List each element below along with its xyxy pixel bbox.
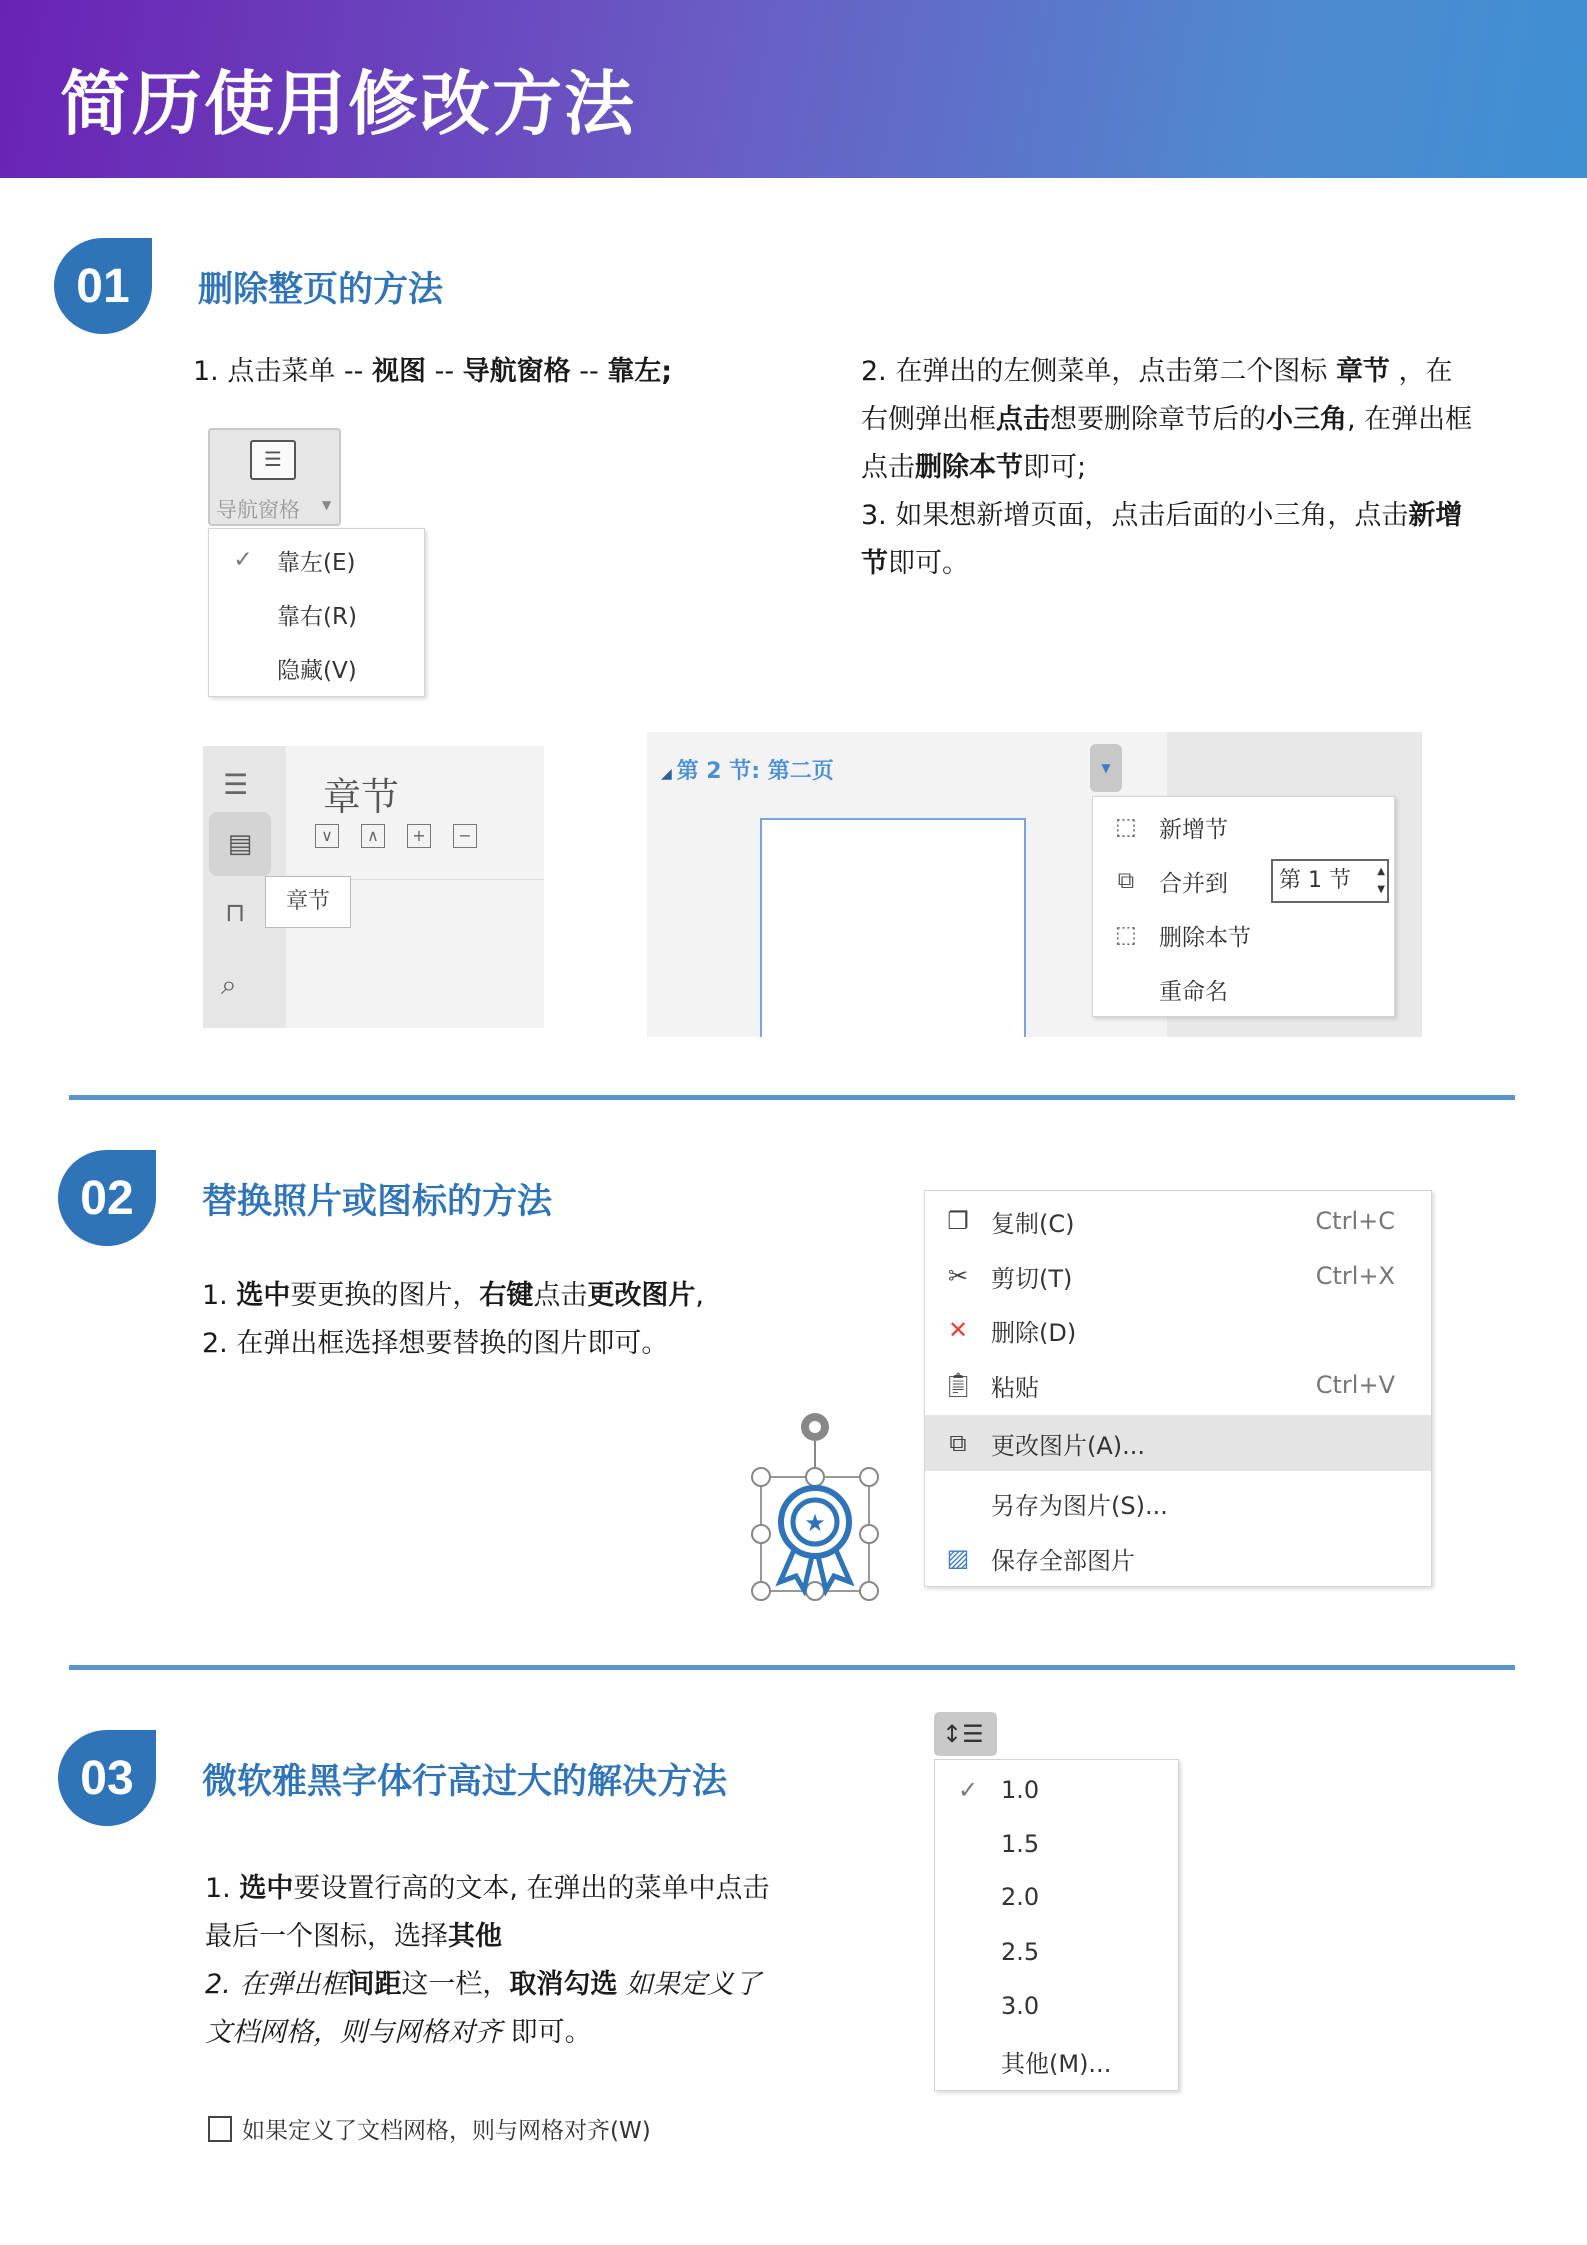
spacing-option-other[interactable]: [935, 2037, 1178, 2085]
plus-icon[interactable]: +: [407, 824, 431, 848]
scissors-icon: ✂: [947, 1262, 969, 1290]
section-label-text: 第 2 节: 第二页: [676, 759, 834, 784]
nav-pane-menu: [208, 528, 425, 697]
search-icon[interactable]: ⌕: [221, 968, 237, 1001]
menu-item-hide[interactable]: [209, 644, 424, 692]
minus-icon[interactable]: −: [453, 824, 477, 848]
option-label: 1.5: [1001, 1830, 1040, 1858]
stepper-value: 第 1 节: [1279, 868, 1351, 893]
menu-item-label: 更改图片(A)...: [991, 1431, 1146, 1460]
menu-item-save-all-pictures[interactable]: [925, 1534, 1431, 1582]
section-heading: 微软雅黑字体行高过大的解决方法: [202, 1762, 728, 1802]
shortcut: Ctrl+X: [1315, 1262, 1395, 1290]
menu-item-label: 合并到: [1159, 870, 1228, 897]
step-text: 1. 选中要设置行高的文本, 在弹出的菜单中点击 最后一个图标，选择其他 2. 在弹出框间距这一栏，取消勾选 如果定义了 文档网格，则与网格对齐 即可。: [205, 1873, 770, 2048]
section-heading: 删除整页的方法: [198, 270, 444, 310]
merge-target-stepper[interactable]: [1271, 859, 1389, 903]
menu-item-left[interactable]: [209, 536, 424, 584]
spacing-option[interactable]: [935, 1766, 1178, 1814]
menu-item-label: 新增节: [1159, 816, 1228, 843]
dropdown-arrow-icon: ▼: [322, 498, 332, 512]
header-banner: [0, 0, 1587, 178]
menu-item-label: 删除(D): [991, 1318, 1077, 1347]
panel-controls: [315, 824, 477, 848]
menu-item-change-picture[interactable]: [925, 1419, 1431, 1467]
checkbox-box[interactable]: [208, 2116, 232, 2142]
delete-x-icon: ✕: [947, 1316, 969, 1344]
change-picture-icon: ⧉: [949, 1429, 967, 1457]
menu-item-label: 复制(C): [991, 1209, 1075, 1238]
section-divider: [69, 1095, 1515, 1100]
menu-item-save-as-picture[interactable]: [925, 1479, 1431, 1527]
menu-item-new-section[interactable]: [1093, 803, 1394, 851]
menu-item-label: 隐藏(V): [277, 657, 357, 684]
chapter-icon[interactable]: ▤: [209, 812, 271, 876]
shortcut: Ctrl+V: [1315, 1371, 1395, 1399]
checkbox-label: 如果定义了文档网格，则与网格对齐(W): [242, 2118, 651, 2144]
menu-item-copy[interactable]: [925, 1197, 1431, 1245]
menu-item-delete[interactable]: [925, 1306, 1431, 1354]
collapse-icon[interactable]: ∧: [361, 824, 385, 848]
menu-item-label: 删除本节: [1159, 924, 1251, 951]
section-dropdown-button[interactable]: ▼: [1090, 744, 1122, 792]
menu-item-delete-section[interactable]: [1093, 911, 1394, 959]
check-icon: ✓: [233, 547, 253, 573]
option-label: 3.0: [1001, 1992, 1040, 2020]
panel-title: 章节: [323, 775, 400, 819]
section-number-badge: 02: [58, 1150, 156, 1246]
spacing-option[interactable]: [935, 1982, 1178, 2030]
line-spacing-menu: [934, 1759, 1179, 2091]
spacing-option[interactable]: [935, 1873, 1178, 1921]
section-menu: [1092, 796, 1395, 1017]
menu-item-label: 靠右(R): [277, 603, 357, 630]
spacing-option[interactable]: [935, 1928, 1178, 1976]
bookmark-icon[interactable]: ⊓: [225, 898, 246, 928]
svg-text:★: ★: [804, 1509, 826, 1537]
step-text: 1. 选中要更换的图片，右键点击更改图片, 2. 在弹出框选择想要替换的图片即可。: [202, 1280, 704, 1359]
option-label: 其他(M)...: [1001, 2049, 1112, 2078]
save-pictures-icon: ▨: [946, 1544, 970, 1572]
section-panel: [647, 732, 1422, 1037]
option-label: 2.0: [1001, 1883, 1040, 1911]
line-spacing-button[interactable]: [934, 1712, 997, 1756]
section-label[interactable]: [661, 754, 834, 785]
outline-icon[interactable]: ☰: [223, 768, 249, 801]
expand-icon[interactable]: ∨: [315, 824, 339, 848]
paste-icon: 📋︎: [942, 1371, 974, 1399]
section-number-badge: 03: [58, 1730, 156, 1826]
tooltip: 章节: [265, 876, 351, 928]
menu-item-right[interactable]: [209, 590, 424, 638]
menu-item-label: 另存为图片(S)...: [991, 1491, 1168, 1520]
nav-pane-button[interactable]: [208, 428, 341, 526]
section-heading: 替换照片或图标的方法: [202, 1182, 553, 1222]
page-thumbnail[interactable]: [760, 818, 1026, 1037]
option-label: 1.0: [1001, 1776, 1040, 1804]
step-text: 1. 点击菜单 -- 视图 -- 导航窗格 -- 靠左;: [193, 356, 673, 387]
step-text: 2. 在弹出的左侧菜单，点击第二个图标 章节 ，在 右侧弹出框点击想要删除章节后的小三角, 在弹出框 点击删除本节即可; 3. 如果想新增页面，点击后面的小三角，点击新增 节即可。: [861, 356, 1473, 579]
menu-item-label: 剪切(T): [991, 1264, 1073, 1293]
context-menu: [924, 1190, 1432, 1587]
menu-item-label: 靠左(E): [277, 549, 356, 576]
delete-section-icon: ⬚: [1115, 922, 1137, 948]
new-section-icon: ⬚: [1115, 814, 1137, 840]
menu-item-rename[interactable]: [1093, 965, 1394, 1013]
option-label: 2.5: [1001, 1938, 1040, 1966]
nav-pane-label: 导航窗格: [216, 498, 300, 522]
menu-item-label: 粘贴: [991, 1373, 1039, 1402]
menu-item-paste[interactable]: [925, 1361, 1431, 1409]
stepper-arrows-icon[interactable]: ▲ ▼: [1377, 866, 1385, 895]
copy-icon: ❐: [947, 1207, 969, 1235]
section-number-badge: 01: [54, 238, 152, 334]
spacing-option[interactable]: [935, 1820, 1178, 1868]
menu-item-cut[interactable]: [925, 1252, 1431, 1300]
award-icon-selected[interactable]: [744, 1404, 884, 1604]
chapter-panel: [203, 746, 544, 1028]
line-spacing-icon: ↕☰: [942, 1720, 984, 1748]
page-title: 简历使用修改方法: [60, 63, 636, 145]
menu-item-merge[interactable]: [1093, 857, 1394, 905]
merge-icon: ⧉: [1117, 868, 1135, 894]
collapse-triangle-icon: ◢: [661, 766, 677, 782]
shortcut: Ctrl+C: [1315, 1207, 1395, 1235]
grid-align-checkbox[interactable]: [208, 2112, 651, 2145]
check-icon: ✓: [957, 1776, 979, 1804]
menu-item-label: 保存全部图片: [991, 1546, 1135, 1575]
nav-pane-icon: ☰: [250, 440, 296, 480]
section-divider: [69, 1665, 1515, 1670]
menu-item-label: 重命名: [1159, 978, 1228, 1005]
